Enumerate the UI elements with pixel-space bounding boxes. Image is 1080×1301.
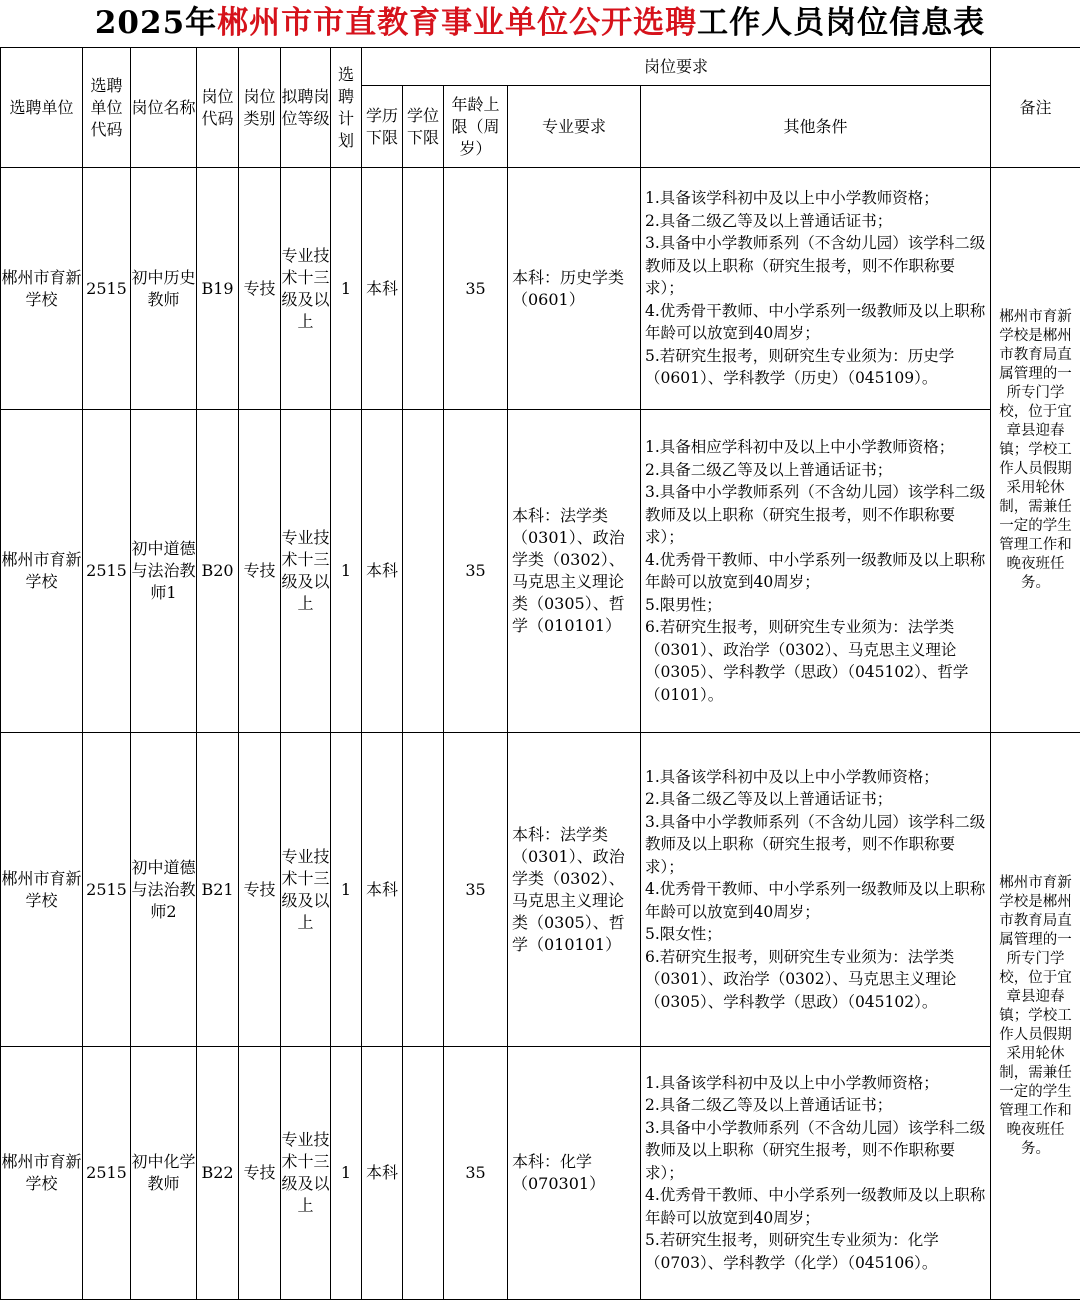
cell-edu: 本科 (362, 410, 403, 733)
cell-level: 专业技术十三级及以上 (281, 1047, 331, 1300)
other-line: 3.具备中小学教师系列（不含幼儿园）该学科二级教师及以上职称（研究生报考，则不作职称要求）； (645, 812, 986, 876)
major-line: 本科：化学（070301） (512, 1152, 606, 1193)
cell-post-type: 专技 (239, 1047, 281, 1300)
cell-age: 35 (444, 733, 508, 1047)
cell-edu: 本科 (362, 1047, 403, 1300)
table-row (1, 1047, 1080, 1300)
cell-level: 专业技术十三级及以上 (281, 733, 331, 1047)
header-remark: 备注 (991, 48, 1080, 168)
cell-unit: 郴州市育新学校 (1, 733, 83, 1047)
table-row (1, 733, 1080, 1047)
post-info-table (0, 47, 1080, 1300)
cell-post-type: 专技 (239, 410, 281, 733)
cell-degree (403, 410, 444, 733)
header-major: 专业要求 (508, 86, 641, 168)
cell-post-code: B21 (197, 733, 239, 1047)
other-line: 1.具备该学科初中及以上中小学教师资格； (645, 189, 939, 208)
header-age: 年龄上限（周岁） (444, 86, 508, 168)
header-other: 其他条件 (641, 86, 991, 168)
cell-unit-code: 2515 (83, 733, 131, 1047)
other-line: 5.限女性； (645, 925, 722, 944)
other-line: 5.若研究生报考，则研究生专业须为：历史学（0601）、学科教学（历史）（045109）。 (645, 346, 955, 388)
cell-age: 35 (444, 1047, 508, 1300)
other-line: 6.若研究生报考，则研究生专业须为：法学类（0301）、政治学（0302）、马克思主义理论（0305）、学科教学（思政）（045102）、哲学（0101）。 (645, 618, 969, 704)
cell-unit: 郴州市育新学校 (1, 410, 83, 733)
cell-plan: 1 (331, 410, 362, 733)
other-line: 1.具备该学科初中及以上中小学教师资格； (645, 1073, 939, 1092)
cell-plan: 1 (331, 1047, 362, 1300)
other-line: 2.具备二级乙等及以上普通话证书； (645, 1096, 893, 1115)
header-edu: 学历下限 (362, 86, 403, 168)
cell-remark: 郴州市育新学校是郴州市教育局直属管理的一所专门学校，位于宜章县迎春镇；学校工作人员假期采用轮休制，需兼任一定的学生管理工作和晚夜班任务。 (991, 733, 1080, 1300)
cell-age: 35 (444, 410, 508, 733)
cell-post-type: 专技 (239, 733, 281, 1047)
other-line: 3.具备中小学教师系列（不含幼儿园）该学科二级教师及以上职称（研究生报考，则不作职称要求）； (645, 234, 986, 298)
other-line: 4.优秀骨干教师、中小学系列一级教师及以上职称年龄可以放宽到40周岁； (645, 1186, 986, 1227)
cell-other (641, 1047, 991, 1300)
header-plan: 选聘计划 (331, 48, 362, 168)
cell-major (508, 168, 641, 410)
other-line: 2.具备二级乙等及以上普通话证书； (645, 790, 893, 809)
cell-degree (403, 1047, 444, 1300)
header-post-code: 岗位代码 (197, 48, 239, 168)
cell-post-name: 初中化学教师 (131, 1047, 197, 1300)
other-line: 3.具备中小学教师系列（不含幼儿园）该学科二级教师及以上职称（研究生报考，则不作职称要求）； (645, 483, 986, 546)
header-degree: 学位下限 (403, 86, 444, 168)
cell-age: 35 (444, 168, 508, 410)
cell-plan: 1 (331, 733, 362, 1047)
header-unit-code: 选聘单位代码 (83, 48, 131, 168)
major-line: 本科：法学类（0301）、政治学类（0302）、马克思主义理论类（0305）、哲学（010101） (512, 824, 625, 954)
cell-unit: 郴州市育新学校 (1, 168, 83, 410)
cell-edu: 本科 (362, 168, 403, 410)
page-title (0, 0, 1080, 46)
cell-unit-code: 2515 (83, 1047, 131, 1300)
header-level: 拟聘岗位等级 (281, 48, 331, 168)
header-post-name: 岗位名称 (131, 48, 197, 168)
cell-other (641, 168, 991, 410)
cell-unit: 郴州市育新学校 (1, 1047, 83, 1300)
other-line: 4.优秀骨干教师、中小学系列一级教师及以上职称年龄可以放宽到40周岁； (645, 550, 986, 591)
other-line: 3.具备中小学教师系列（不含幼儿园）该学科二级教师及以上职称（研究生报考，则不作职称要求）； (645, 1118, 986, 1182)
other-line: 1.具备相应学科初中及以上中小学教师资格； (645, 438, 955, 456)
cell-major (508, 733, 641, 1047)
cell-post-code: B19 (197, 168, 239, 410)
title-highlight: 郴州市市直教育事业单位公开选聘 (217, 5, 698, 41)
major-line: 本科：法学类（0301）、政治学类（0302）、马克思主义理论类（0305）、哲学（010101） (512, 506, 625, 635)
other-line: 4.优秀骨干教师、中小学系列一级教师及以上职称年龄可以放宽到40周岁； (645, 301, 986, 343)
cell-unit-code: 2515 (83, 168, 131, 410)
other-line: 2.具备二级乙等及以上普通话证书； (645, 211, 893, 230)
cell-post-name: 初中道德与法治教师1 (131, 410, 197, 733)
cell-major (508, 1047, 641, 1300)
header-requirements: 岗位要求 (362, 48, 991, 86)
cell-level: 专业技术十三级及以上 (281, 168, 331, 410)
other-line: 5.限男性； (645, 595, 722, 614)
cell-post-name: 初中道德与法治教师2 (131, 733, 197, 1047)
title-prefix: 2025年 (94, 5, 218, 41)
cell-degree (403, 733, 444, 1047)
table-row (1, 168, 1080, 410)
other-line: 4.优秀骨干教师、中小学系列一级教师及以上职称年龄可以放宽到40周岁； (645, 880, 986, 921)
title-suffix: 工作人员岗位信息表 (697, 5, 986, 41)
other-line: 5.若研究生报考，则研究生专业须为：化学（0703）、学科教学（化学）（045106）。 (645, 1231, 939, 1272)
cell-post-type: 专技 (239, 168, 281, 410)
major-line: 本科：历史学类（0601） (512, 267, 625, 309)
cell-level: 专业技术十三级及以上 (281, 410, 331, 733)
cell-post-code: B22 (197, 1047, 239, 1300)
other-line: 2.具备二级乙等及以上普通话证书； (645, 460, 893, 479)
other-line: 1.具备该学科初中及以上中小学教师资格； (645, 767, 939, 786)
cell-other (641, 410, 991, 733)
cell-post-code: B20 (197, 410, 239, 733)
cell-major (508, 410, 641, 733)
header-unit: 选聘单位 (1, 48, 83, 168)
cell-unit-code: 2515 (83, 410, 131, 733)
table-row (1, 410, 1080, 733)
cell-degree (403, 168, 444, 410)
cell-edu: 本科 (362, 733, 403, 1047)
cell-plan: 1 (331, 168, 362, 410)
header-post-type: 岗位类别 (239, 48, 281, 168)
cell-post-name: 初中历史教师 (131, 168, 197, 410)
cell-remark: 郴州市育新学校是郴州市教育局直属管理的一所专门学校，位于宜章县迎春镇；学校工作人员假期采用轮休制，需兼任一定的学生管理工作和晚夜班任务。 (991, 168, 1080, 733)
other-line: 6.若研究生报考，则研究生专业须为：法学类（0301）、政治学（0302）、马克思主义理论（0305）、学科教学（思政）（045102）。 (645, 947, 957, 1011)
cell-other (641, 733, 991, 1047)
